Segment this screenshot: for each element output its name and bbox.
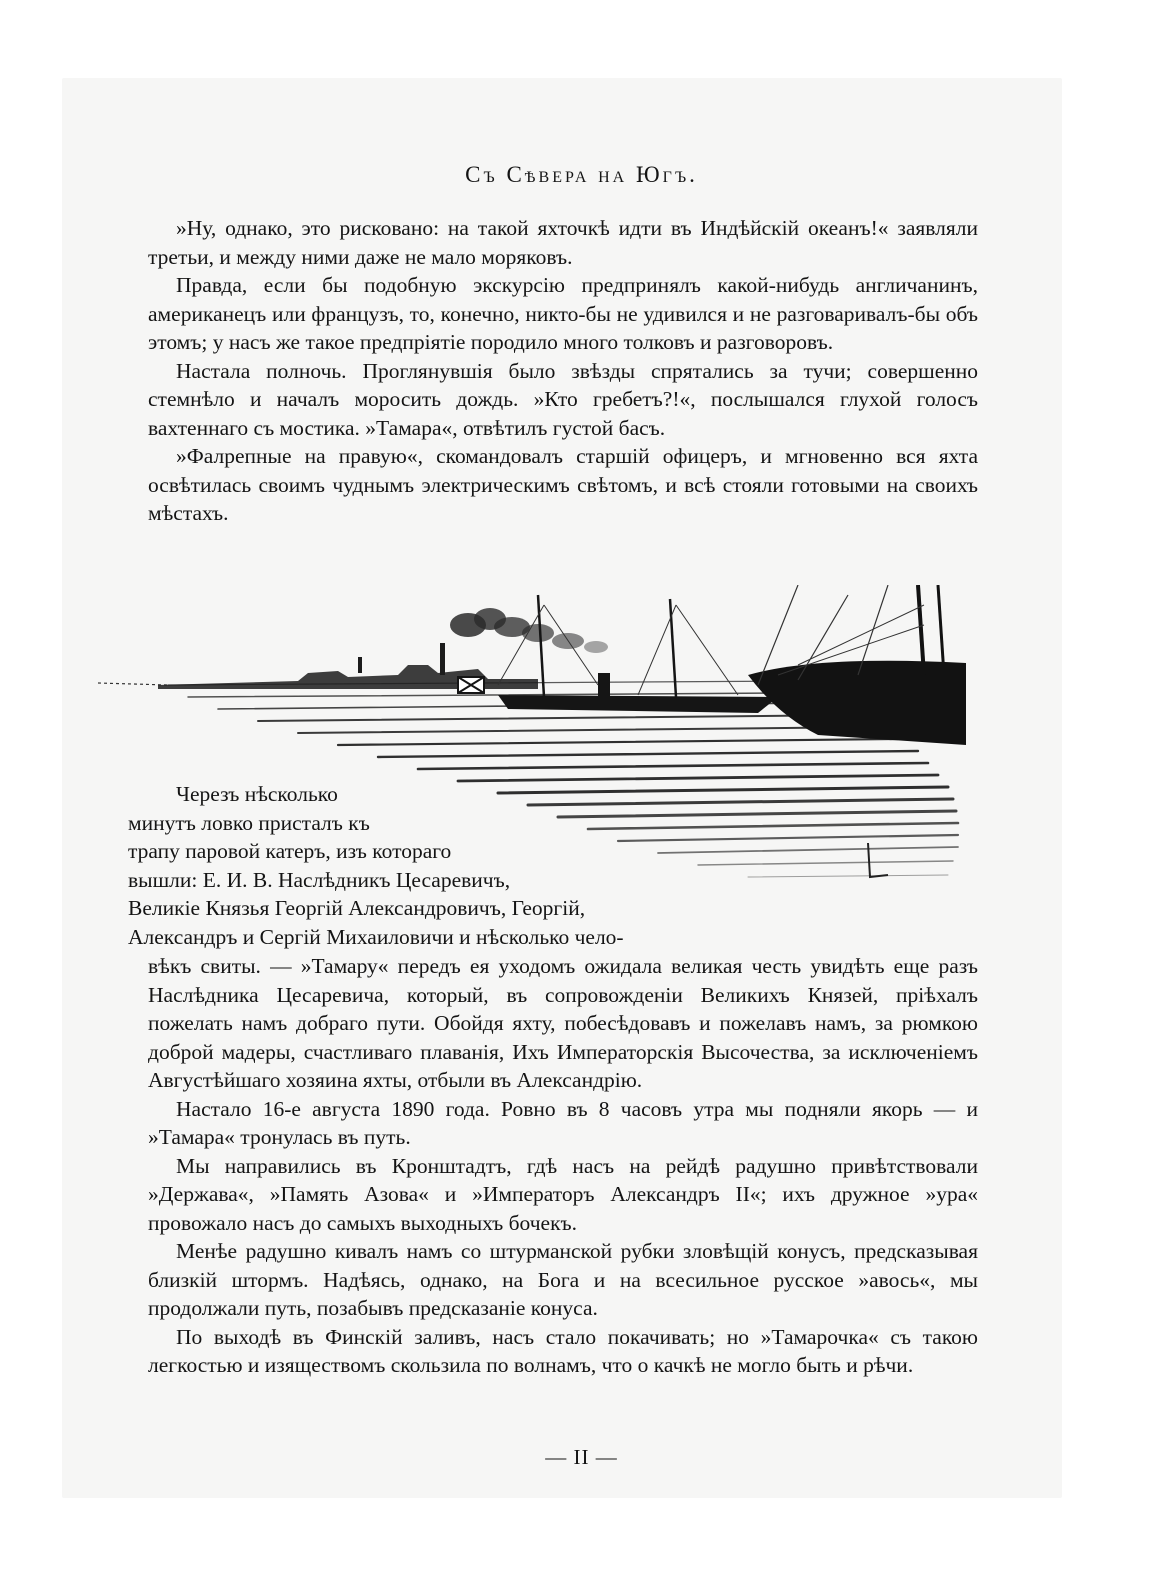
paragraph: »Ну, однако, это рисковано: на такой яхточкѣ идти въ Индѣйскій океанъ!« заявляли третьи, и между ними даже не мало моряковъ. <box>148 216 978 269</box>
wrap-line: вышли: Е. И. В. Наслѣдникъ Цесаревичъ, <box>128 867 511 892</box>
paragraph: Настала полночь. Проглянувшія было звѣзды спрятались за тучи; совершенно стемнѣло и началъ моросить дождь. »Кто гребетъ?!«, послышался глухой голосъ вахтеннаго съ мостика. »Тамара«, отвѣтилъ густой басъ. <box>148 358 978 440</box>
steamer-ship <box>458 595 778 713</box>
page-title: Съ Сѣвера на Югъ. <box>465 162 698 187</box>
wrap-line: Великіе Князья Георгій Александровичъ, Георгій, <box>128 896 586 920</box>
wrap-line: Черезъ нѣсколько <box>176 782 338 806</box>
horizon-line <box>98 683 168 685</box>
text-block-top <box>148 214 978 528</box>
text-wrap-around-illustration <box>128 780 728 951</box>
text-block-bottom <box>148 952 978 1380</box>
wrap-line: минутъ ловко присталъ къ <box>128 810 370 835</box>
paragraph: Настало 16-е августа 1890 года. Ровно въ 8 часовъ утра мы подняли якорь — и »Тамара« тронулась въ путь. <box>148 1096 978 1149</box>
paragraph: Мы направились въ Кронштадтъ, гдѣ насъ на рейдѣ радушно привѣтствовали »Держава«, »Память Азова« и »Императоръ Александръ II«; ихъ дружное »ура« провожало насъ до самыхъ выходныхъ бочекъ. <box>148 1153 978 1235</box>
paragraph: »Фалрепные на правую«, скомандовалъ старшій офицеръ, и мгновенно вся яхта освѣтилась своимъ чуднымъ электрическимъ свѣтомъ, и всѣ стояли готовыми на своихъ мѣстахъ. <box>148 444 978 525</box>
paragraph: вѣкъ свиты. — »Тамару« передъ ея уходомъ ожидала великая честь увидѣть еще разъ Наслѣдника Цесаревича, который, въ сопровожденіи Великихъ Князей, пріѣхалъ пожелать намъ добраго пути. Обойдя яхту, побесѣдовавъ и пожелавъ намъ, за рюмкою доброй мадеры, счастливаго плаванія, Ихъ Императорскія Высочества, за исключеніемъ Августѣйшаго хозяина яхты, отбыли въ Александрію. <box>148 954 978 1092</box>
paragraph: Менѣе радушно кивалъ намъ со штурманской рубки зловѣщій конусъ, предсказывая близкій штормъ. Надѣясь, однако, на Бога и на всесильное русское »авось«, мы продолжали путь, позабывъ предсказаніе конуса. <box>148 1239 978 1320</box>
wrap-line: трапу паровой катеръ, изъ котораго <box>128 839 452 863</box>
paragraph: Правда, если бы подобную экскурсію предпринялъ какой-нибудь англичанинъ, американецъ или французъ, то, конечно, никто-бы не удивился и не разговаривалъ-бы объ этомъ; у насъ же такое предпріятіе породило много толковъ и разговоровъ. <box>148 273 978 354</box>
sailing-ship <box>748 585 966 745</box>
wrap-line: Александръ и Сергій Михаиловичи и нѣсколько чело- <box>128 924 624 949</box>
paragraph: По выходѣ въ Финскій заливъ, насъ стало покачивать; но »Тамарочка« съ такою легкостью и изяществомъ скользила по волнамъ, что о качкѣ не могло быть и рѣчи. <box>148 1324 978 1377</box>
page-number: — II — <box>545 1445 618 1469</box>
